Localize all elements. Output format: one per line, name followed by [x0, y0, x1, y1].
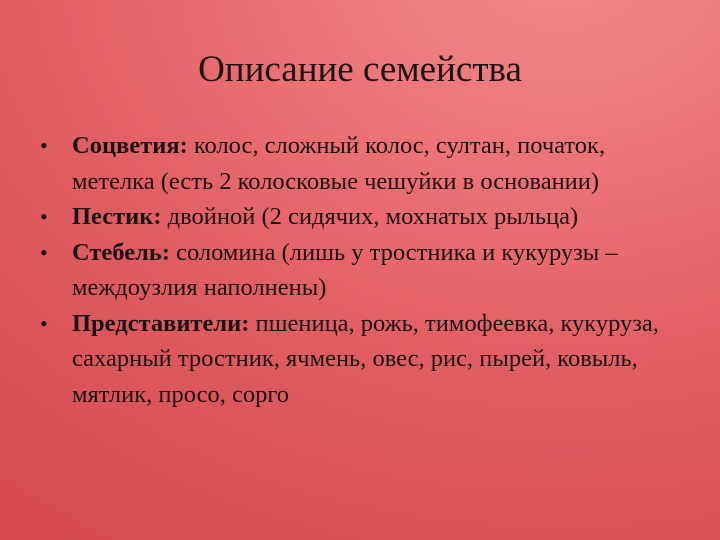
- bullet-inflorescence: [40, 128, 690, 199]
- bullet-term: Стебель:: [72, 238, 170, 266]
- bullet-marker: •: [40, 310, 48, 336]
- bullet-text: пшеница, рожь, тимофеевка, кукуруза, сахарный тростник, ячмень, овес, рис, пырей, ковыль, мятлик, просо, сорго: [72, 309, 659, 408]
- bullet-marker: •: [40, 204, 48, 229]
- bullet-marker: •: [40, 239, 48, 265]
- slide-title: Описание семейства: [198, 49, 522, 90]
- bullet-representatives: [40, 306, 690, 413]
- bullet-list: [40, 128, 690, 412]
- bullet-text: соломина (лишь у тростника и кукурузы – междоузлия наполнены): [72, 238, 618, 301]
- bullet-text: двойной (2 сидячих, мохнатых рыльца): [161, 203, 579, 230]
- bullet-term: Представители:: [72, 309, 250, 337]
- bullet-text: колос, сложный колос, султан, початок, метелка (есть 2 колосковые чешуйки в основании): [72, 132, 606, 195]
- bullet-term: Соцветия:: [72, 132, 188, 159]
- bullet-marker: •: [40, 133, 48, 158]
- bullet-pistil: [40, 199, 690, 235]
- bullet-term: Пестик:: [72, 203, 162, 230]
- bullet-stem: [40, 235, 690, 306]
